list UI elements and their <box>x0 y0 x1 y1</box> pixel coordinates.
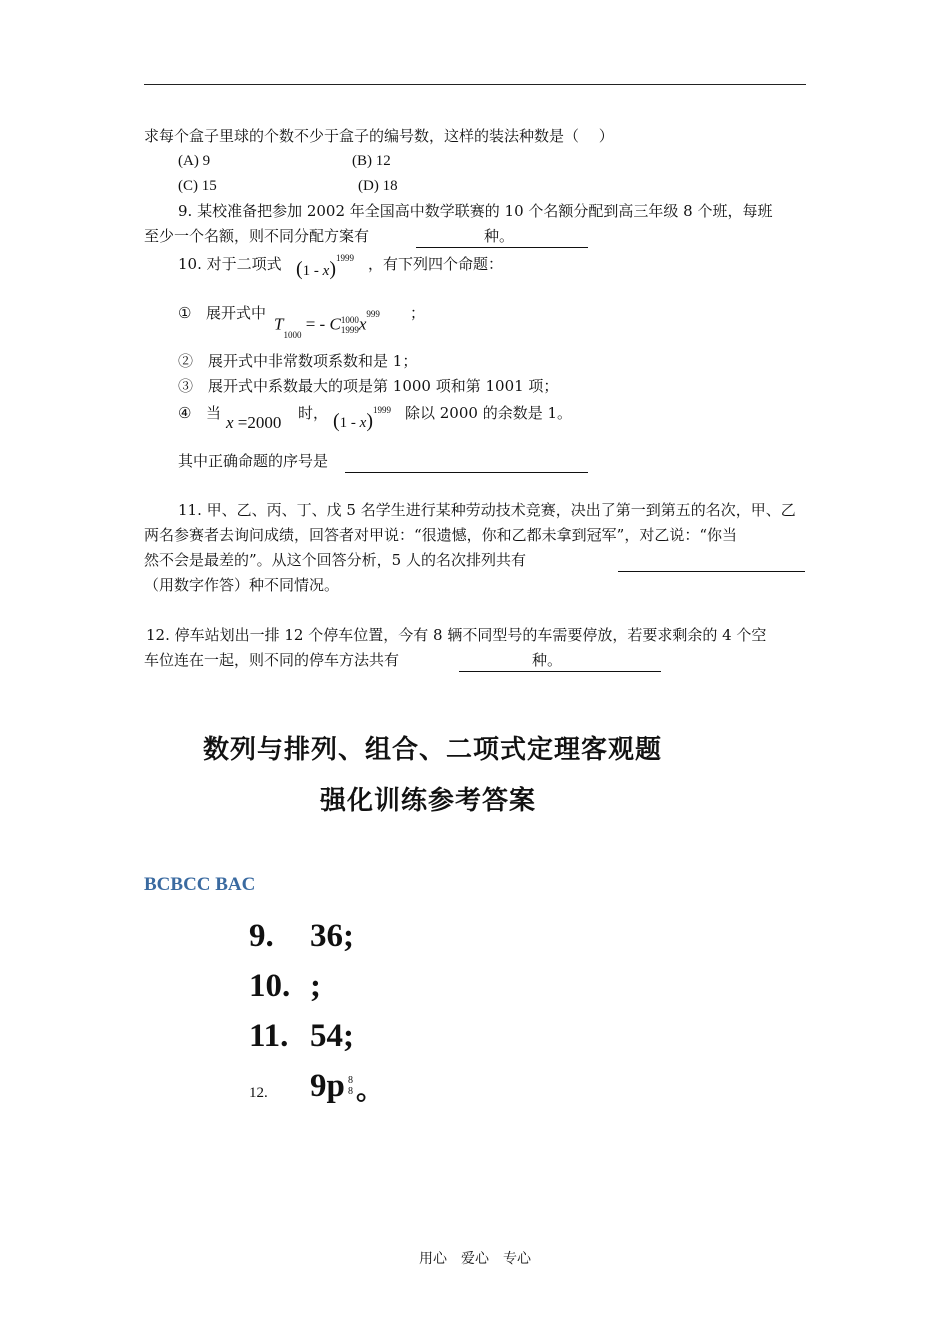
answer-12-permutation-index <box>348 1075 353 1097</box>
q10-p3: ③ 展开式中系数最大的项是第 1000 项和第 1001 项； <box>178 377 559 395</box>
q9-line2: 至少一个名额，则不同分配方案有 <box>144 227 370 245</box>
q10-p1-formula: $T_{1000}$ = - C 1000 1999 $x^{999}$ <box>274 309 380 341</box>
answer-11-value: 54; <box>310 1018 354 1054</box>
answer-9-number: 9. <box>249 918 274 954</box>
q10-p4-shi: 时， <box>298 404 329 422</box>
q11-line4: （用数字作答）种不同情况。 <box>144 576 340 594</box>
q8-option-d: (D) 18 <box>358 178 398 194</box>
q10-lead: 10. 对于二项式 <box>178 255 282 273</box>
answer-12-number: 12. <box>249 1085 268 1101</box>
q8-option-a: (A) 9 <box>178 153 211 169</box>
q11-line3: 然不会是最差的”。从这个回答分析，5 人的名次排列共有 <box>144 551 526 569</box>
q10-p4-condition: x =2000 <box>226 413 282 432</box>
q10-p4-num: ④ <box>178 404 192 422</box>
q8-option-c: (C) 15 <box>178 178 217 194</box>
answer-9-value: 36; <box>310 918 354 954</box>
answer-12-sup: 8 <box>348 1075 353 1086</box>
q12-answer-blank <box>459 671 661 672</box>
q12-unit: 种。 <box>532 651 563 669</box>
page-footer: 用心 爱心 专心 <box>419 1251 531 1267</box>
q10-p4-when: 当 <box>206 404 222 422</box>
q10-p1-end: ； <box>410 304 426 322</box>
q8-option-b: (B) 12 <box>352 153 391 169</box>
q10-binomial: (1 - x)$^{1999}$ <box>296 253 355 280</box>
q8-line: 求每个盒子里球的个数不少于盒子的编号数，这样的装法种数是（ ） <box>144 127 614 145</box>
q10-p4-binomial: (1 - x)$^{1999}$ <box>333 405 392 432</box>
answer-10-number: 10. <box>249 968 291 1004</box>
q10-p2: ② 展开式中非常数项系数和是 1； <box>178 352 418 370</box>
answers-title-line2: 强化训练参考答案 <box>320 786 537 816</box>
q9-line1: 9. 某校准备把参加 2002 年全国高中数学联赛的 10 个名额分配到高三年级 8 个班，每班 <box>178 202 773 220</box>
answers-title-line1: 数列与排列、组合、二项式定理客观题 <box>203 735 663 765</box>
answer-12-value: 9p <box>310 1068 345 1104</box>
header-rule <box>144 84 806 85</box>
q10-p1-num: ① <box>178 304 192 322</box>
q12-line2: 车位连在一起，则不同的停车方法共有 <box>144 651 400 669</box>
q12-line1: 12. 停车站划出一排 12 个停车位置，今有 8 辆不同型号的车需要停放，若要求剩余的 4 个空 <box>146 626 767 644</box>
answer-12-end: 。 <box>356 1075 385 1106</box>
q10-p1-text: 展开式中 <box>206 304 267 322</box>
q10-answer-blank <box>345 472 588 473</box>
answer-10-value: ; <box>310 968 321 1004</box>
q10-p4-end: 除以 2000 的余数是 1。 <box>405 404 573 422</box>
answer-11-number: 11. <box>249 1018 289 1054</box>
answer-12-sub: 8 <box>348 1086 353 1097</box>
q10-correct-label: 其中正确命题的序号是 <box>178 452 329 470</box>
q11-line2: 两名参赛者去询问成绩，回答者对甲说：“很遗憾，你和乙都未拿到冠军”，对乙说：“你当 <box>144 526 738 544</box>
choice-answers: BCBCC BAC <box>144 874 256 895</box>
q11-answer-blank <box>618 571 805 572</box>
q9-unit: 种。 <box>484 227 515 245</box>
q11-line1: 11. 甲、乙、丙、丁、戊 5 名学生进行某种劳动技术竞赛，决出了第一到第五的名次，甲、乙 <box>178 501 796 519</box>
q10-tail: ，有下列四个命题： <box>368 255 504 273</box>
q9-answer-blank <box>416 247 588 248</box>
